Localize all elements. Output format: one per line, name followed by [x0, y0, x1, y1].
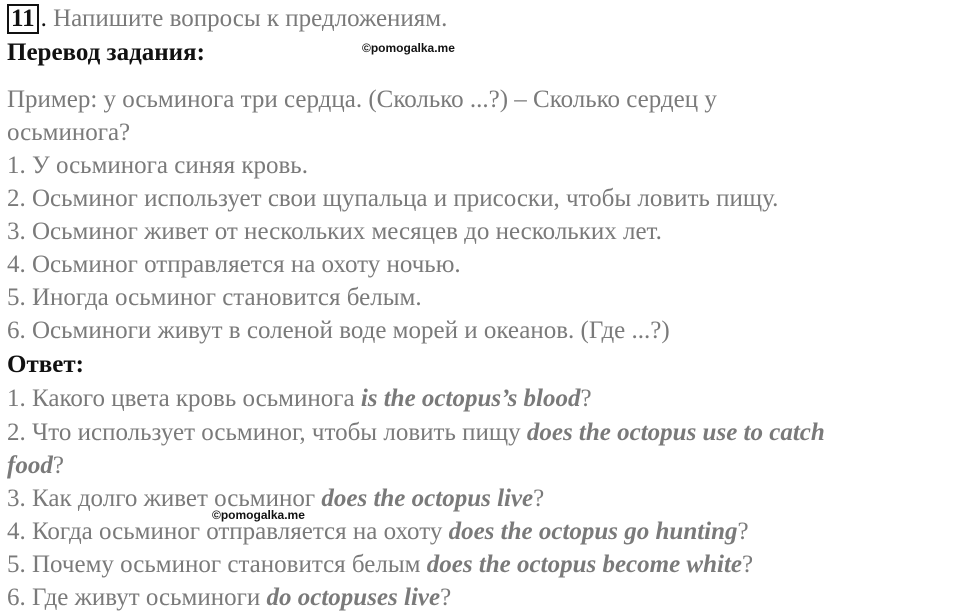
answer-4-en: does the octopus go hunting: [448, 518, 738, 545]
sentence-3: 3. Осьминог живет от нескольких месяцев до нескольких лет.: [7, 218, 662, 245]
answer-4: [7, 517, 749, 547]
answer-3-en: does the octopus live: [321, 485, 534, 512]
example-line-2: осьминога?: [7, 119, 131, 146]
answer-5-end: ?: [742, 551, 754, 578]
example-line-1: Пример: у осьминога три сердца. (Сколько ...?) – Сколько сердец у: [7, 86, 717, 113]
sentence-2: 2. Осьминог использует свои щупальца и присоски, чтобы ловить пищу.: [7, 185, 779, 212]
answer-3-ru: 3. Как долго живет осьминог: [7, 485, 322, 512]
answer-4-ru: 4. Когда осьминог отправляется на охоту: [7, 518, 449, 545]
answer-5: [7, 550, 753, 580]
watermark-top: ©pomogalka.me: [362, 41, 455, 55]
answer-6-en: do octopuses live: [266, 584, 441, 611]
translation-heading: Перевод задания:: [7, 39, 205, 66]
sentence-6: 6. Осьминоги живут в соленой воде морей и океанов. (Где ...?): [7, 317, 670, 344]
sentence-5: 5. Иногда осьминог становится белым.: [7, 284, 422, 311]
watermark-middle: ©pomogalka.me: [212, 508, 305, 522]
answer-6-ru: 6. Где живут осьминоги: [7, 584, 267, 611]
answer-heading: Ответ:: [7, 351, 84, 378]
task-header: [7, 4, 447, 34]
answer-5-ru: 5. Почему осьминог становится белым: [7, 551, 427, 578]
task-number-box: 11: [7, 4, 39, 34]
answer-2-ru: 2. Что использует осьминог, чтобы ловить пищу: [7, 419, 527, 446]
answer-6-end: ?: [440, 584, 452, 611]
answer-1-ru: 1. Какого цвета кровь осьминога: [7, 385, 361, 412]
answer-1-end: ?: [580, 385, 592, 412]
sentence-4: 4. Осьминог отправляется на охоту ночью.: [7, 251, 461, 278]
answer-1: [7, 384, 592, 414]
answer-2-en-continued: food: [7, 452, 53, 479]
answer-6: [7, 583, 451, 613]
answer-3-end: ?: [533, 485, 545, 512]
answer-2-end: ?: [52, 452, 64, 479]
task-number-dot: .: [40, 5, 47, 32]
answer-1-en: is the octopus’s blood: [360, 385, 581, 412]
answer-5-en: does the octopus become white: [426, 551, 742, 578]
sentence-1: 1. У осьминога синяя кровь.: [7, 152, 308, 179]
answer-2-continued: [7, 451, 64, 481]
task-instruction: Напишите вопросы к предложениям.: [53, 5, 448, 32]
answer-2-en: does the octopus use to catch: [526, 419, 825, 446]
answer-2: [7, 418, 825, 448]
answer-4-end: ?: [737, 518, 749, 545]
